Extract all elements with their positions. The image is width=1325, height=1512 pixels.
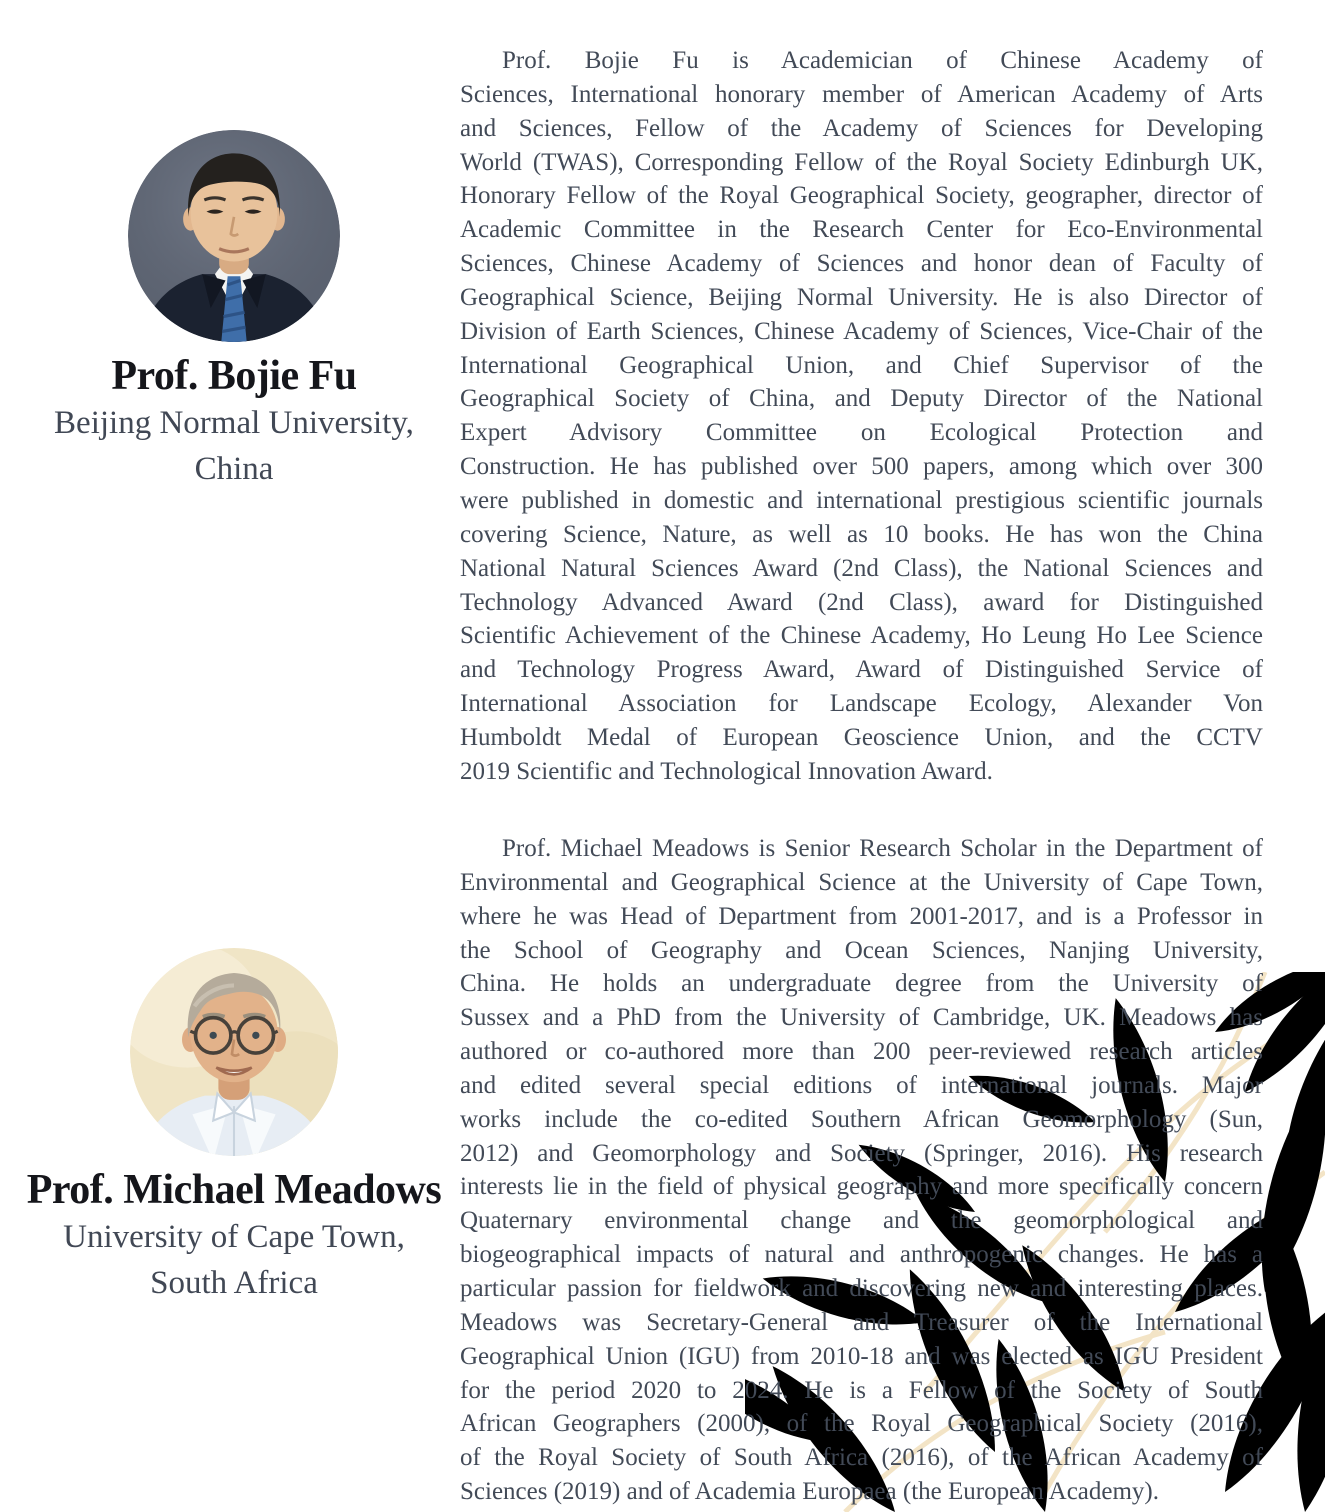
portrait-bojie-fu-illustration (128, 130, 340, 342)
bio-line: Humboldt Medal of European Geoscience Union, and the CCTV (460, 723, 1263, 751)
photo-michael-meadows (130, 948, 338, 1156)
bio-line: China. He holds an undergraduate degree from the University of (460, 970, 1263, 998)
bio-line: where he was Head of Department from 2001-2017, and is a Professor in (460, 902, 1263, 930)
bio-line: Technology Advanced Award (2nd Class), award for Distinguished (460, 588, 1263, 616)
bio-line: the School of Geography and Ocean Sciences, Nanjing University, (460, 936, 1263, 964)
bio-line: Sciences, International honorary member of American Academy of Arts (460, 80, 1263, 108)
bio-line: were published in domestic and international prestigious scientific journals (460, 486, 1263, 514)
bio-line: works include the co-edited Southern African Geomorphology (Sun, (460, 1105, 1263, 1133)
bio-line: Academic Committee in the Research Center for Eco-Environmental (460, 216, 1263, 244)
bio-line: Geographical Science, Beijing Normal University. He is also Director of (460, 283, 1263, 311)
bio-line: and edited several special editions of international journals. Major (460, 1071, 1263, 1099)
bio-line: Geographical Society of China, and Deputy Director of the National (460, 385, 1263, 413)
bio-line: International Geographical Union, and Chief Supervisor of the (460, 351, 1263, 379)
bio-line: Prof. Bojie Fu is Academician of Chinese Academy of (502, 47, 1263, 74)
portrait-michael-meadows-illustration (130, 948, 338, 1156)
profile-name: Prof. Bojie Fu (111, 353, 357, 399)
profile-affiliation-line-1: Beijing Normal University, (54, 405, 414, 441)
bio-line: International Association for Landscape Ecology, Alexander Von (460, 690, 1263, 718)
bio-line: Expert Advisory Committee on Ecological Protection and (460, 419, 1263, 447)
profile-affiliation-line-2: China (194, 451, 274, 487)
bio-line: Scientific Achievement of the Chinese Academy, Ho Leung Ho Lee Science (460, 622, 1263, 650)
bio-line: biogeographical impacts of natural and anthropogenic changes. He has a (460, 1241, 1263, 1269)
bio-line: and Sciences, Fellow of the Academy of Sciences for Developing (460, 114, 1263, 142)
bio-line: interests lie in the field of physical geography and more specifically concern (460, 1173, 1263, 1201)
bio-line: Environmental and Geographical Science at the University of Cape Town, (460, 868, 1263, 896)
bio-text-michael-meadows (460, 832, 1263, 1509)
bio-line: Geographical Union (IGU) from 2010-18 and was elected as IGU President (460, 1342, 1263, 1370)
bio-line: and Technology Progress Award, Award of Distinguished Service of (460, 656, 1263, 684)
profile-affiliation-line-2: South Africa (150, 1265, 318, 1301)
bio-line: authored or co-authored more than 200 peer-reviewed research articles (460, 1038, 1263, 1066)
bio-line: particular passion for fieldwork and discovering new and interesting places. (460, 1274, 1263, 1302)
bio-line: 2019 Scientific and Technological Innovation Award. (460, 757, 993, 785)
bio-line: Division of Earth Sciences, Chinese Academy of Sciences, Vice-Chair of the (460, 317, 1263, 345)
bio-line: Construction. He has published over 500 papers, among which over 300 (460, 453, 1263, 481)
profile-name: Prof. Michael Meadows (26, 1167, 442, 1213)
bio-line: 2012) and Geomorphology and Society (Springer, 2016). His research (460, 1139, 1263, 1167)
bio-line: Sciences, Chinese Academy of Sciences and honor dean of Faculty of (460, 250, 1263, 278)
photo-bojie-fu (128, 130, 340, 342)
bio-line: African Geographers (2000), of the Royal Geographical Society (2016), (460, 1410, 1263, 1438)
bio-line: of the Royal Society of South Africa (2016), of the African Academy of (460, 1444, 1263, 1472)
bio-line: covering Science, Nature, as well as 10 books. He has won the China (460, 520, 1263, 548)
bio-line: National Natural Sciences Award (2nd Class), the National Sciences and (460, 554, 1263, 582)
bio-line: World (TWAS), Corresponding Fellow of the Royal Society Edinburgh UK, (460, 148, 1263, 176)
bio-line: Honorary Fellow of the Royal Geographical Society, geographer, director of (460, 182, 1263, 210)
bio-line: Sciences (2019) and of Academia Europaea (the European Academy). (460, 1478, 1160, 1506)
bio-line: Prof. Michael Meadows is Senior Research Scholar in the Department of (502, 835, 1263, 862)
bio-line: Quaternary environmental change and the geomorphological and (460, 1207, 1263, 1235)
bio-line: Sussex and a PhD from the University of Cambridge, UK. Meadows has (460, 1004, 1263, 1032)
bio-text-bojie-fu (460, 44, 1263, 789)
bio-line: for the period 2020 to 2024. He is a Fellow of the Society of South (460, 1376, 1263, 1404)
bio-line: Meadows was Secretary-General and Treasurer of the International (460, 1308, 1263, 1336)
profile-affiliation-line-1: University of Cape Town, (63, 1219, 405, 1255)
profile-card-bojie-fu (8, 130, 460, 492)
profile-card-michael-meadows (8, 948, 460, 1306)
